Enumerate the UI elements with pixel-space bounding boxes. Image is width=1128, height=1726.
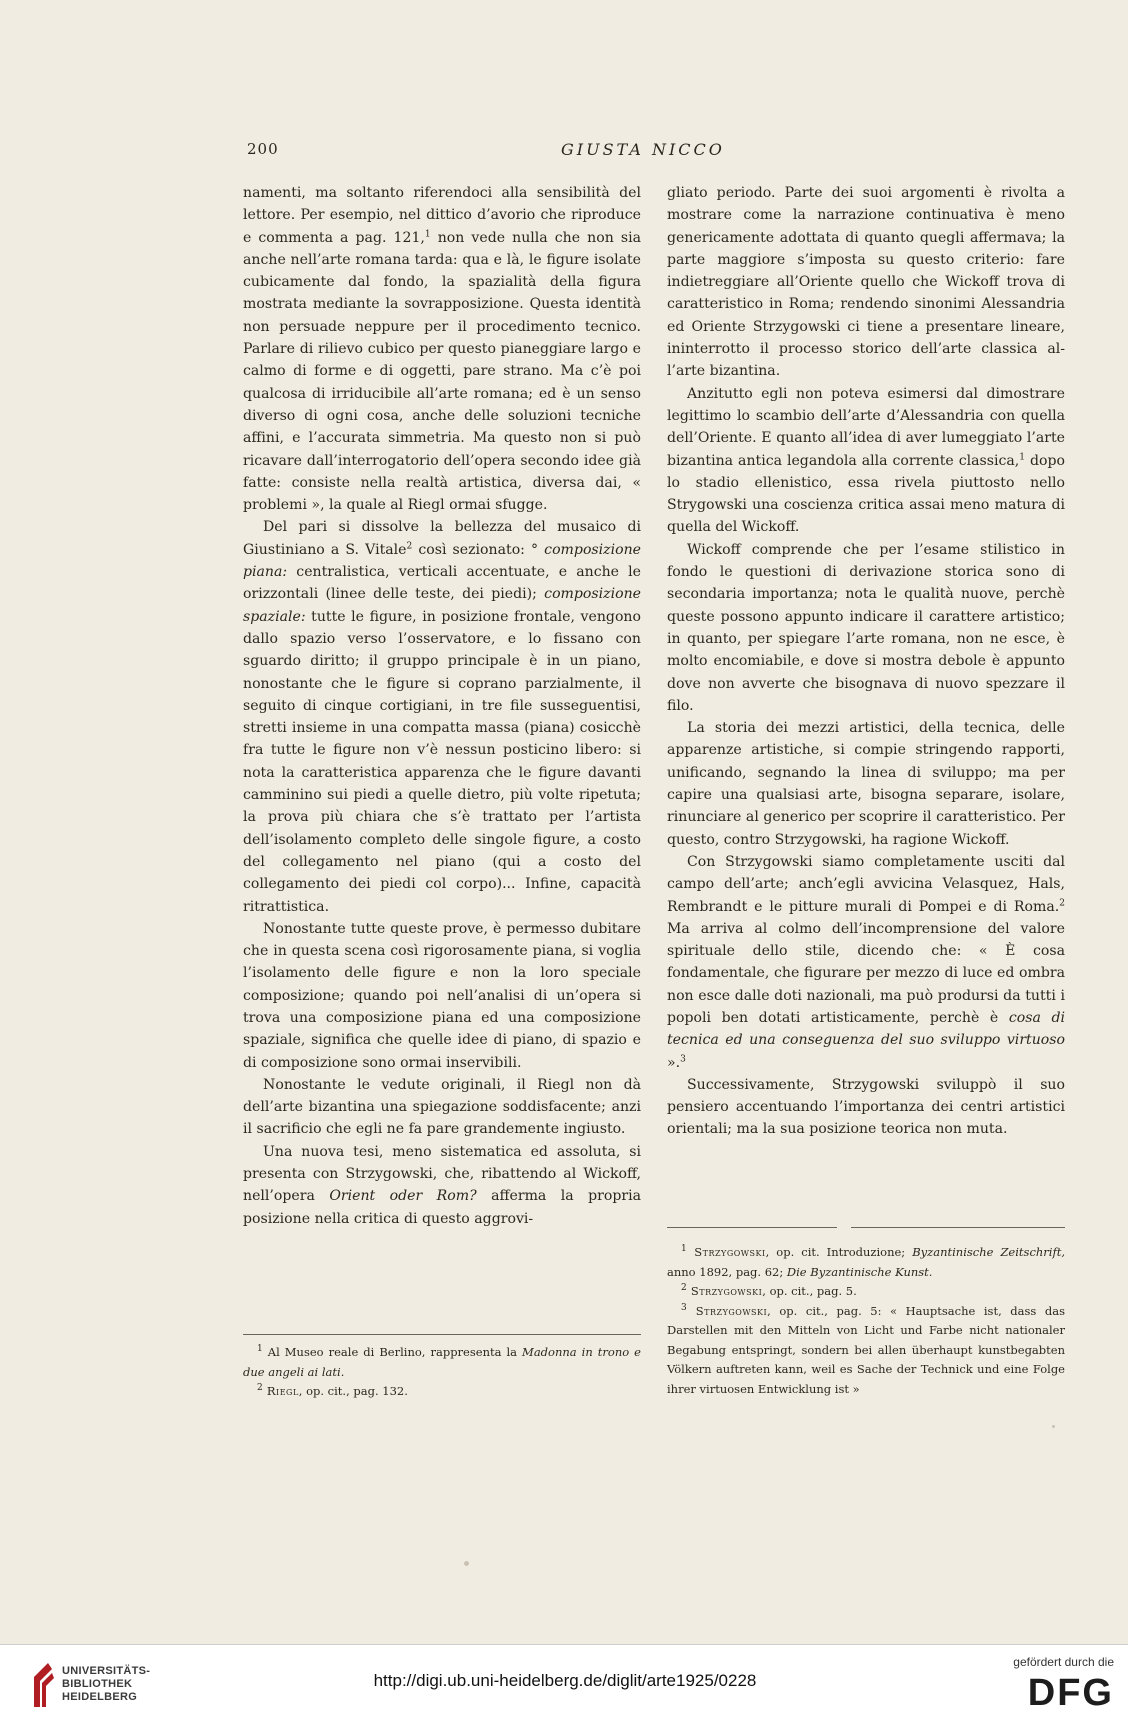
university-library-logo-icon[interactable]	[30, 1661, 56, 1711]
footnote: $^1$ Strzygowski, op. cit. Introduzione; Byzantinische Zeitschrift, anno 1892, pag. 62; Die Byzantinische Kunst.	[667, 1244, 1065, 1279]
footnote: $^1$ Al Museo reale di Berlino, rappresenta la Madonna in trono e due angeli ai lati.	[243, 1344, 641, 1379]
paper-speck	[464, 1561, 469, 1566]
paragraph: gliato periodo. Parte dei suoi argomenti è rivolta a mostrare come la narrazione continuativa è meno genericamente adottata di quanto quegli affermava; la parte maggiore s’imposta su questo criterio: fare indietreggiare all’Oriente quello che Wickoff trova di caratteristico in Roma; rendendo sinonimi Alessandria ed Oriente Strzygowski ci tiene a presentare lineare, ininterrotto il processo storico dell’arte classica all’arte bizantina.	[667, 185, 1065, 380]
permalink-url[interactable]: http://digi.ub.uni-heidelberg.de/diglit/arte1925/0228	[373, 1671, 757, 1690]
page-number: 200	[247, 140, 279, 158]
sponsor-block	[984, 1655, 1114, 1713]
paragraph: namenti, ma soltanto riferendoci alla sensibilità del lettore. Per esempio, nel dittico d’avorio che riproduce e commenta a pag. 121,$^1$ non vede nulla che non sia anche nell’arte romana tarda: qua e là, le figure isolate cubicamente dal fondo, la spazialità della figura mostrata mediante la sovrapposizione. Questa identità non persuade neppure per il procedimento tecnico. Parlare di rilievo cubico per questo pianeggiare largo e calmo di forme e di oggetti, pare strano. Ma c’è poi qualcosa di irriducibile all’arte romana; ed è un senso diverso di ogni cosa, anche delle soluzioni tecniche affini, e l’accurata simmetria. Ma questo non si può ricavare dall’interrogatorio dell’opera secondo idee già fatte: consiste nella realtà artistica, diversa dai, « problemi », la quale al Riegl ormai sfugge.	[243, 185, 641, 514]
footnote-ref: 3	[680, 1053, 686, 1064]
footnote-ref: 1	[1019, 451, 1026, 462]
footnote-ref: 2	[1059, 897, 1065, 908]
paragraph: La storia dei mezzi artistici, della tecnica, delle apparenze artistiche, si compie stringendo rapporti, unificando, segnando la linea di sviluppo; ma per capire una qualsiasi arte, bisogna separare, isolare, rinunciare al generico per scoprire il caratteristico. Per questo, contro Strzygowski, ha ragione Wickoff.	[667, 720, 1065, 848]
footnote: $^2$ Riegl, op. cit., pag. 132.	[257, 1383, 408, 1398]
paragraph: Del pari si dissolve la bellezza del musaico di Giustiniano a S. Vitale$^2$ così sezionato: ° composizione piana: centralistica, verticali accentuate, e anche le orizzontali (linee delle teste, dei piedi); composizione spaziale: tutte le figure, in posizione frontale, vengono dallo spazio verso l’osservatore, e lo fissano con sguardo diritto; il gruppo principale è in un piano, nonostante che le figure si coprano parzialmente, il seguito di cinque cortigiani, in tre file susseguentisi, stretti insieme in una compatta massa (piana) cosicchè fra tutte le figure non v’è nessun posticino libero: si nota la caratteristica apparenza che le figure davanti camminino sui piedi a quelle dietro, più volte ripetuta; la prova più chiara che s’è trattato per l’artista dell’isolamento completo delle singole figure, a costo del collegamento nel piano (qui a costo del collegamento dei piedi col corpo)... Infine, capacità ritrattistica.	[243, 519, 642, 915]
paper-speck	[1052, 1425, 1055, 1428]
footnote: $^3$ Strzygowski, op. cit., pag. 5: « Hauptsache ist, dass das Darstellen mit den Mitteln von Licht und Farbe nicht nationaler Begabung entspringt, sondern bei allen überhaupt kunstbegabten Völkern auftreten kann, weil es Sache der Technick und eine Folge ihrer virtuosen Entwicklung ist »	[667, 1302, 1065, 1396]
paragraph: Wickoff comprende che per l’esame stilistico in fondo le questioni di derivazione storica sono di secondaria importanza; nota le qualità nuove, perchè queste possono appunto indicare il carattere artistico; in quanto, per spiegare l’arte romana, non ne esce, è molto encomiabile, e dove si mostra debole è appunto dove non avverte che bisognava di nuovo spezzare il filo.	[667, 541, 1065, 714]
running-head: GIUSTA NICCO	[561, 140, 725, 159]
footnote: $^2$ Strzygowski, op. cit., pag. 5.	[681, 1283, 857, 1298]
paragraph: Successivamente, Strzygowski sviluppò il suo pensiero accentuando l’importanza dei centri artistici orientali; ma la sua posizione teorica non muta.	[667, 1076, 1065, 1138]
dfg-logo[interactable]: DFG	[1027, 1672, 1114, 1714]
paragraph: Nonostante tutte queste prove, è permesso dubitare che in questa scena così rigorosamente piana, si voglia l’isolamento delle figure e non la loro speciale composizione; quando poi nell’analisi di un’opera si trova una composizione piana ed una composizione spaziale, significa che quelle idee di piano, di spazio e di composizione sono ormai inservibili.	[243, 920, 641, 1071]
footnote-rule	[851, 1227, 1065, 1228]
left-text-column	[243, 182, 641, 1230]
paragraph: Una nuova tesi, meno sistematica ed assoluta, si presenta con Strzygowski, che, ribattendo al Wickoff, nell’opera Orient oder Rom? afferma la propria posizione nella critica di questo aggrovi-	[243, 1143, 641, 1227]
viewer-footer	[0, 1644, 1128, 1726]
right-footnotes	[667, 1243, 1065, 1399]
sponsor-label: gefördert durch die	[1013, 1655, 1114, 1669]
footnote-rule	[243, 1334, 641, 1335]
paragraph: Anzitutto egli non poteva esimersi dal dimostrare legittimo lo scambio dell’arte d’Alessandria con quella dell’Oriente. E quanto all’idea di aver lumeggiato l’arte bizantina antica legandola alla corrente classica,$^1$ dopo lo stadio ellenistico, essa rivela piuttosto nello Strygowski una coscienza critica assai meno matura di quella del Wickoff.	[667, 385, 1065, 536]
footnote-ref: 1	[424, 228, 431, 239]
footnote-rule	[667, 1227, 837, 1228]
library-name: UNIVERSITÄTS- BIBLIOTHEK HEIDELBERG	[62, 1665, 151, 1703]
paragraph: Con Strzygowski siamo completamente usciti dal campo dell’arte; anch’egli avvicina Velasquez, Hals, Rembrandt e le pitture murali di Pompei e di Roma.$^2$ Ma arriva al colmo dell’incomprensione del valore spirituale dello stile, dicendo che: « È cosa fondamentale, che figurare per mezzo di luce ed ombra non esce dalle doti nazionali, ma può prodursi da tutti i popoli ben dotati artisticamente, perchè è cosa di tecnica ed una conseguenza del suo sviluppo virtuoso ».$^3$	[667, 853, 1066, 1071]
footnote-ref: 2	[406, 541, 413, 552]
paragraph: Nonostante le vedute originali, il Riegl non dà dell’arte bizantina una spiegazione soddisfacente; anzi il sacrificio che egli ne fa pare grandemente ingiusto.	[243, 1076, 641, 1138]
left-footnotes	[243, 1343, 641, 1402]
right-text-column	[667, 182, 1065, 1141]
